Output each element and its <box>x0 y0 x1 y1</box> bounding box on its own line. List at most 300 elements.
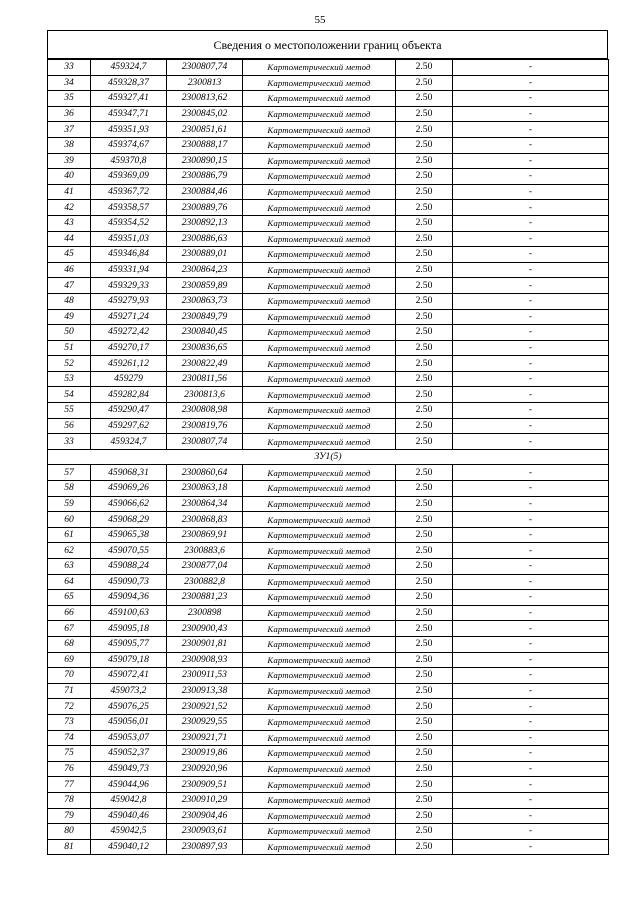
table-row <box>48 293 609 309</box>
description-cell: - <box>453 215 609 231</box>
point-number-cell: 39 <box>48 153 91 169</box>
x-coordinate-cell: 459053,07 <box>91 730 167 746</box>
y-coordinate-cell: 2300904,46 <box>167 808 243 824</box>
table-row <box>48 418 609 434</box>
accuracy-cell: 2.50 <box>396 839 453 855</box>
point-number-cell: 59 <box>48 496 91 512</box>
y-coordinate-cell: 2300881,23 <box>167 590 243 606</box>
accuracy-cell: 2.50 <box>396 278 453 294</box>
description-cell: - <box>453 792 609 808</box>
y-coordinate-cell: 2300813 <box>167 75 243 91</box>
table-row <box>48 434 609 450</box>
point-number-cell: 63 <box>48 559 91 575</box>
y-coordinate-cell: 2300886,79 <box>167 169 243 185</box>
description-cell: - <box>453 636 609 652</box>
point-number-cell: 51 <box>48 340 91 356</box>
method-cell: Картометрический метод <box>243 777 396 793</box>
y-coordinate-cell: 2300877,04 <box>167 559 243 575</box>
table-row <box>48 278 609 294</box>
point-number-cell: 81 <box>48 839 91 855</box>
y-coordinate-cell: 2300909,51 <box>167 777 243 793</box>
x-coordinate-cell: 459090,73 <box>91 574 167 590</box>
description-cell: - <box>453 200 609 216</box>
method-cell: Картометрический метод <box>243 356 396 372</box>
method-cell: Картометрический метод <box>243 792 396 808</box>
table-row <box>48 153 609 169</box>
y-coordinate-cell: 2300808,98 <box>167 403 243 419</box>
description-cell: - <box>453 153 609 169</box>
point-number-cell: 73 <box>48 714 91 730</box>
accuracy-cell: 2.50 <box>396 434 453 450</box>
point-number-cell: 79 <box>48 808 91 824</box>
point-number-cell: 53 <box>48 371 91 387</box>
method-cell: Картометрический метод <box>243 278 396 294</box>
accuracy-cell: 2.50 <box>396 122 453 138</box>
table-row <box>48 730 609 746</box>
accuracy-cell: 2.50 <box>396 559 453 575</box>
x-coordinate-cell: 459088,24 <box>91 559 167 575</box>
method-cell: Картометрический метод <box>243 169 396 185</box>
y-coordinate-cell: 2300886,63 <box>167 231 243 247</box>
x-coordinate-cell: 459347,71 <box>91 106 167 122</box>
table-row <box>48 215 609 231</box>
accuracy-cell: 2.50 <box>396 605 453 621</box>
point-number-cell: 74 <box>48 730 91 746</box>
y-coordinate-cell: 2300845,02 <box>167 106 243 122</box>
point-number-cell: 77 <box>48 777 91 793</box>
method-cell: Картометрический метод <box>243 683 396 699</box>
x-coordinate-cell: 459324,7 <box>91 60 167 76</box>
y-coordinate-cell: 2300868,83 <box>167 512 243 528</box>
method-cell: Картометрический метод <box>243 325 396 341</box>
description-cell: - <box>453 91 609 107</box>
table-row <box>48 137 609 153</box>
x-coordinate-cell: 459040,12 <box>91 839 167 855</box>
document-title: Сведения о местоположении границ объекта <box>47 30 608 59</box>
description-cell: - <box>453 527 609 543</box>
point-number-cell: 46 <box>48 262 91 278</box>
description-cell: - <box>453 714 609 730</box>
table-row <box>48 559 609 575</box>
point-number-cell: 64 <box>48 574 91 590</box>
y-coordinate-cell: 2300819,76 <box>167 418 243 434</box>
x-coordinate-cell: 459354,52 <box>91 215 167 231</box>
point-number-cell: 68 <box>48 636 91 652</box>
method-cell: Картометрический метод <box>243 371 396 387</box>
point-number-cell: 44 <box>48 231 91 247</box>
x-coordinate-cell: 459261,12 <box>91 356 167 372</box>
table-row <box>48 636 609 652</box>
description-cell: - <box>453 777 609 793</box>
method-cell: Картометрический метод <box>243 215 396 231</box>
section-row <box>48 449 609 465</box>
method-cell: Картометрический метод <box>243 808 396 824</box>
y-coordinate-cell: 2300836,65 <box>167 340 243 356</box>
description-cell: - <box>453 106 609 122</box>
method-cell: Картометрический метод <box>243 590 396 606</box>
y-coordinate-cell: 2300864,23 <box>167 262 243 278</box>
point-number-cell: 40 <box>48 169 91 185</box>
method-cell: Картометрический метод <box>243 714 396 730</box>
accuracy-cell: 2.50 <box>396 340 453 356</box>
table-row <box>48 496 609 512</box>
accuracy-cell: 2.50 <box>396 75 453 91</box>
description-cell: - <box>453 434 609 450</box>
method-cell: Картометрический метод <box>243 512 396 528</box>
description-cell: - <box>453 137 609 153</box>
table-row <box>48 839 609 855</box>
point-number-cell: 33 <box>48 60 91 76</box>
table-row <box>48 169 609 185</box>
point-number-cell: 62 <box>48 543 91 559</box>
y-coordinate-cell: 2300921,52 <box>167 699 243 715</box>
accuracy-cell: 2.50 <box>396 200 453 216</box>
x-coordinate-cell: 459270,17 <box>91 340 167 356</box>
description-cell: - <box>453 730 609 746</box>
y-coordinate-cell: 2300892,13 <box>167 215 243 231</box>
method-cell: Картометрический метод <box>243 730 396 746</box>
x-coordinate-cell: 459271,24 <box>91 309 167 325</box>
description-cell: - <box>453 262 609 278</box>
method-cell: Картометрический метод <box>243 403 396 419</box>
method-cell: Картометрический метод <box>243 262 396 278</box>
table-row <box>48 574 609 590</box>
y-coordinate-cell: 2300900,43 <box>167 621 243 637</box>
x-coordinate-cell: 459070,55 <box>91 543 167 559</box>
method-cell: Картометрический метод <box>243 137 396 153</box>
description-cell: - <box>453 761 609 777</box>
x-coordinate-cell: 459073,2 <box>91 683 167 699</box>
table-row <box>48 247 609 263</box>
table-row <box>48 512 609 528</box>
y-coordinate-cell: 2300811,56 <box>167 371 243 387</box>
description-cell: - <box>453 683 609 699</box>
accuracy-cell: 2.50 <box>396 512 453 528</box>
method-cell: Картометрический метод <box>243 652 396 668</box>
point-number-cell: 34 <box>48 75 91 91</box>
page-number: 55 <box>314 14 326 26</box>
method-cell: Картометрический метод <box>243 496 396 512</box>
y-coordinate-cell: 2300884,46 <box>167 184 243 200</box>
y-coordinate-cell: 2300849,79 <box>167 309 243 325</box>
point-number-cell: 33 <box>48 434 91 450</box>
x-coordinate-cell: 459069,26 <box>91 481 167 497</box>
y-coordinate-cell: 2300863,18 <box>167 481 243 497</box>
y-coordinate-cell: 2300929,55 <box>167 714 243 730</box>
method-cell: Картометрический метод <box>243 309 396 325</box>
accuracy-cell: 2.50 <box>396 418 453 434</box>
method-cell: Картометрический метод <box>243 91 396 107</box>
accuracy-cell: 2.50 <box>396 496 453 512</box>
table-row <box>48 777 609 793</box>
x-coordinate-cell: 459094,36 <box>91 590 167 606</box>
y-coordinate-cell: 2300898 <box>167 605 243 621</box>
method-cell: Картометрический метод <box>243 527 396 543</box>
description-cell: - <box>453 512 609 528</box>
table-row <box>48 621 609 637</box>
x-coordinate-cell: 459324,7 <box>91 434 167 450</box>
method-cell: Картометрический метод <box>243 481 396 497</box>
table-row <box>48 543 609 559</box>
point-number-cell: 70 <box>48 668 91 684</box>
description-cell: - <box>453 699 609 715</box>
description-cell: - <box>453 668 609 684</box>
accuracy-cell: 2.50 <box>396 293 453 309</box>
table-row <box>48 122 609 138</box>
accuracy-cell: 2.50 <box>396 714 453 730</box>
description-cell: - <box>453 824 609 840</box>
method-cell: Картометрический метод <box>243 699 396 715</box>
point-number-cell: 55 <box>48 403 91 419</box>
point-number-cell: 37 <box>48 122 91 138</box>
x-coordinate-cell: 459346,84 <box>91 247 167 263</box>
x-coordinate-cell: 459367,72 <box>91 184 167 200</box>
method-cell: Картометрический метод <box>243 746 396 762</box>
method-cell: Картометрический метод <box>243 621 396 637</box>
point-number-cell: 60 <box>48 512 91 528</box>
table-row <box>48 60 609 76</box>
accuracy-cell: 2.50 <box>396 184 453 200</box>
x-coordinate-cell: 459279 <box>91 371 167 387</box>
point-number-cell: 47 <box>48 278 91 294</box>
y-coordinate-cell: 2300913,38 <box>167 683 243 699</box>
point-number-cell: 71 <box>48 683 91 699</box>
x-coordinate-cell: 459328,37 <box>91 75 167 91</box>
description-cell: - <box>453 605 609 621</box>
description-cell: - <box>453 559 609 575</box>
x-coordinate-cell: 459068,31 <box>91 465 167 481</box>
method-cell: Картометрический метод <box>243 761 396 777</box>
description-cell: - <box>453 325 609 341</box>
description-cell: - <box>453 387 609 403</box>
accuracy-cell: 2.50 <box>396 792 453 808</box>
x-coordinate-cell: 459076,25 <box>91 699 167 715</box>
table-row <box>48 652 609 668</box>
accuracy-cell: 2.50 <box>396 824 453 840</box>
description-cell: - <box>453 574 609 590</box>
y-coordinate-cell: 2300883,6 <box>167 543 243 559</box>
point-number-cell: 48 <box>48 293 91 309</box>
description-cell: - <box>453 839 609 855</box>
y-coordinate-cell: 2300851,61 <box>167 122 243 138</box>
accuracy-cell: 2.50 <box>396 465 453 481</box>
method-cell: Картометрический метод <box>243 153 396 169</box>
y-coordinate-cell: 2300919,86 <box>167 746 243 762</box>
accuracy-cell: 2.50 <box>396 91 453 107</box>
method-cell: Картометрический метод <box>243 465 396 481</box>
point-number-cell: 69 <box>48 652 91 668</box>
point-number-cell: 43 <box>48 215 91 231</box>
x-coordinate-cell: 459351,93 <box>91 122 167 138</box>
description-cell: - <box>453 621 609 637</box>
accuracy-cell: 2.50 <box>396 137 453 153</box>
table-row <box>48 403 609 419</box>
method-cell: Картометрический метод <box>243 340 396 356</box>
table-row <box>48 465 609 481</box>
accuracy-cell: 2.50 <box>396 699 453 715</box>
description-cell: - <box>453 75 609 91</box>
y-coordinate-cell: 2300840,45 <box>167 325 243 341</box>
method-cell: Картометрический метод <box>243 434 396 450</box>
point-number-cell: 42 <box>48 200 91 216</box>
y-coordinate-cell: 2300903,61 <box>167 824 243 840</box>
accuracy-cell: 2.50 <box>396 247 453 263</box>
accuracy-cell: 2.50 <box>396 371 453 387</box>
method-cell: Картометрический метод <box>243 387 396 403</box>
table-row <box>48 746 609 762</box>
table-row <box>48 699 609 715</box>
x-coordinate-cell: 459066,62 <box>91 496 167 512</box>
table-row <box>48 683 609 699</box>
table-row <box>48 371 609 387</box>
x-coordinate-cell: 459327,41 <box>91 91 167 107</box>
x-coordinate-cell: 459370,8 <box>91 153 167 169</box>
x-coordinate-cell: 459042,5 <box>91 824 167 840</box>
x-coordinate-cell: 459369,09 <box>91 169 167 185</box>
x-coordinate-cell: 459351,03 <box>91 231 167 247</box>
description-cell: - <box>453 590 609 606</box>
coordinates-table <box>47 59 609 855</box>
method-cell: Картометрический метод <box>243 559 396 575</box>
accuracy-cell: 2.50 <box>396 169 453 185</box>
table-row <box>48 200 609 216</box>
point-number-cell: 65 <box>48 590 91 606</box>
point-number-cell: 61 <box>48 527 91 543</box>
accuracy-cell: 2.50 <box>396 387 453 403</box>
y-coordinate-cell: 2300882,8 <box>167 574 243 590</box>
x-coordinate-cell: 459331,94 <box>91 262 167 278</box>
y-coordinate-cell: 2300869,91 <box>167 527 243 543</box>
accuracy-cell: 2.50 <box>396 761 453 777</box>
description-cell: - <box>453 481 609 497</box>
point-number-cell: 66 <box>48 605 91 621</box>
description-cell: - <box>453 543 609 559</box>
y-coordinate-cell: 2300807,74 <box>167 60 243 76</box>
point-number-cell: 78 <box>48 792 91 808</box>
x-coordinate-cell: 459095,18 <box>91 621 167 637</box>
y-coordinate-cell: 2300910,29 <box>167 792 243 808</box>
y-coordinate-cell: 2300911,53 <box>167 668 243 684</box>
accuracy-cell: 2.50 <box>396 403 453 419</box>
point-number-cell: 76 <box>48 761 91 777</box>
accuracy-cell: 2.50 <box>396 325 453 341</box>
y-coordinate-cell: 2300889,01 <box>167 247 243 263</box>
x-coordinate-cell: 459290,47 <box>91 403 167 419</box>
table-row <box>48 309 609 325</box>
table-row <box>48 590 609 606</box>
coordinates-document <box>47 30 608 855</box>
method-cell: Картометрический метод <box>243 75 396 91</box>
point-number-cell: 72 <box>48 699 91 715</box>
y-coordinate-cell: 2300920,96 <box>167 761 243 777</box>
table-row <box>48 605 609 621</box>
x-coordinate-cell: 459068,29 <box>91 512 167 528</box>
y-coordinate-cell: 2300901,81 <box>167 636 243 652</box>
y-coordinate-cell: 2300897,93 <box>167 839 243 855</box>
y-coordinate-cell: 2300860,64 <box>167 465 243 481</box>
description-cell: - <box>453 371 609 387</box>
description-cell: - <box>453 184 609 200</box>
y-coordinate-cell: 2300813,62 <box>167 91 243 107</box>
y-coordinate-cell: 2300813,6 <box>167 387 243 403</box>
method-cell: Картометрический метод <box>243 293 396 309</box>
table-row <box>48 792 609 808</box>
accuracy-cell: 2.50 <box>396 668 453 684</box>
x-coordinate-cell: 459065,38 <box>91 527 167 543</box>
accuracy-cell: 2.50 <box>396 215 453 231</box>
x-coordinate-cell: 459056,01 <box>91 714 167 730</box>
point-number-cell: 57 <box>48 465 91 481</box>
point-number-cell: 49 <box>48 309 91 325</box>
table-row <box>48 481 609 497</box>
description-cell: - <box>453 808 609 824</box>
point-number-cell: 45 <box>48 247 91 263</box>
point-number-cell: 56 <box>48 418 91 434</box>
accuracy-cell: 2.50 <box>396 683 453 699</box>
y-coordinate-cell: 2300863,73 <box>167 293 243 309</box>
x-coordinate-cell: 459358,57 <box>91 200 167 216</box>
point-number-cell: 54 <box>48 387 91 403</box>
description-cell: - <box>453 356 609 372</box>
table-row <box>48 356 609 372</box>
accuracy-cell: 2.50 <box>396 636 453 652</box>
point-number-cell: 75 <box>48 746 91 762</box>
accuracy-cell: 2.50 <box>396 777 453 793</box>
point-number-cell: 52 <box>48 356 91 372</box>
method-cell: Картометрический метод <box>243 106 396 122</box>
accuracy-cell: 2.50 <box>396 652 453 668</box>
method-cell: Картометрический метод <box>243 543 396 559</box>
table-row <box>48 527 609 543</box>
table-row <box>48 714 609 730</box>
x-coordinate-cell: 459282,84 <box>91 387 167 403</box>
y-coordinate-cell: 2300908,93 <box>167 652 243 668</box>
accuracy-cell: 2.50 <box>396 527 453 543</box>
description-cell: - <box>453 403 609 419</box>
table-row <box>48 231 609 247</box>
description-cell: - <box>453 293 609 309</box>
x-coordinate-cell: 459052,37 <box>91 746 167 762</box>
point-number-cell: 35 <box>48 91 91 107</box>
x-coordinate-cell: 459072,41 <box>91 668 167 684</box>
y-coordinate-cell: 2300890,15 <box>167 153 243 169</box>
accuracy-cell: 2.50 <box>396 356 453 372</box>
y-coordinate-cell: 2300921,71 <box>167 730 243 746</box>
table-row <box>48 340 609 356</box>
x-coordinate-cell: 459374,67 <box>91 137 167 153</box>
method-cell: Картометрический метод <box>243 636 396 652</box>
y-coordinate-cell: 2300889,76 <box>167 200 243 216</box>
y-coordinate-cell: 2300888,17 <box>167 137 243 153</box>
description-cell: - <box>453 60 609 76</box>
method-cell: Картометрический метод <box>243 605 396 621</box>
table-row <box>48 387 609 403</box>
point-number-cell: 67 <box>48 621 91 637</box>
description-cell: - <box>453 652 609 668</box>
method-cell: Картометрический метод <box>243 184 396 200</box>
accuracy-cell: 2.50 <box>396 730 453 746</box>
description-cell: - <box>453 465 609 481</box>
method-cell: Картометрический метод <box>243 247 396 263</box>
method-cell: Картометрический метод <box>243 668 396 684</box>
table-row <box>48 91 609 107</box>
description-cell: - <box>453 169 609 185</box>
table-row <box>48 761 609 777</box>
description-cell: - <box>453 231 609 247</box>
description-cell: - <box>453 418 609 434</box>
x-coordinate-cell: 459049,73 <box>91 761 167 777</box>
method-cell: Картометрический метод <box>243 839 396 855</box>
